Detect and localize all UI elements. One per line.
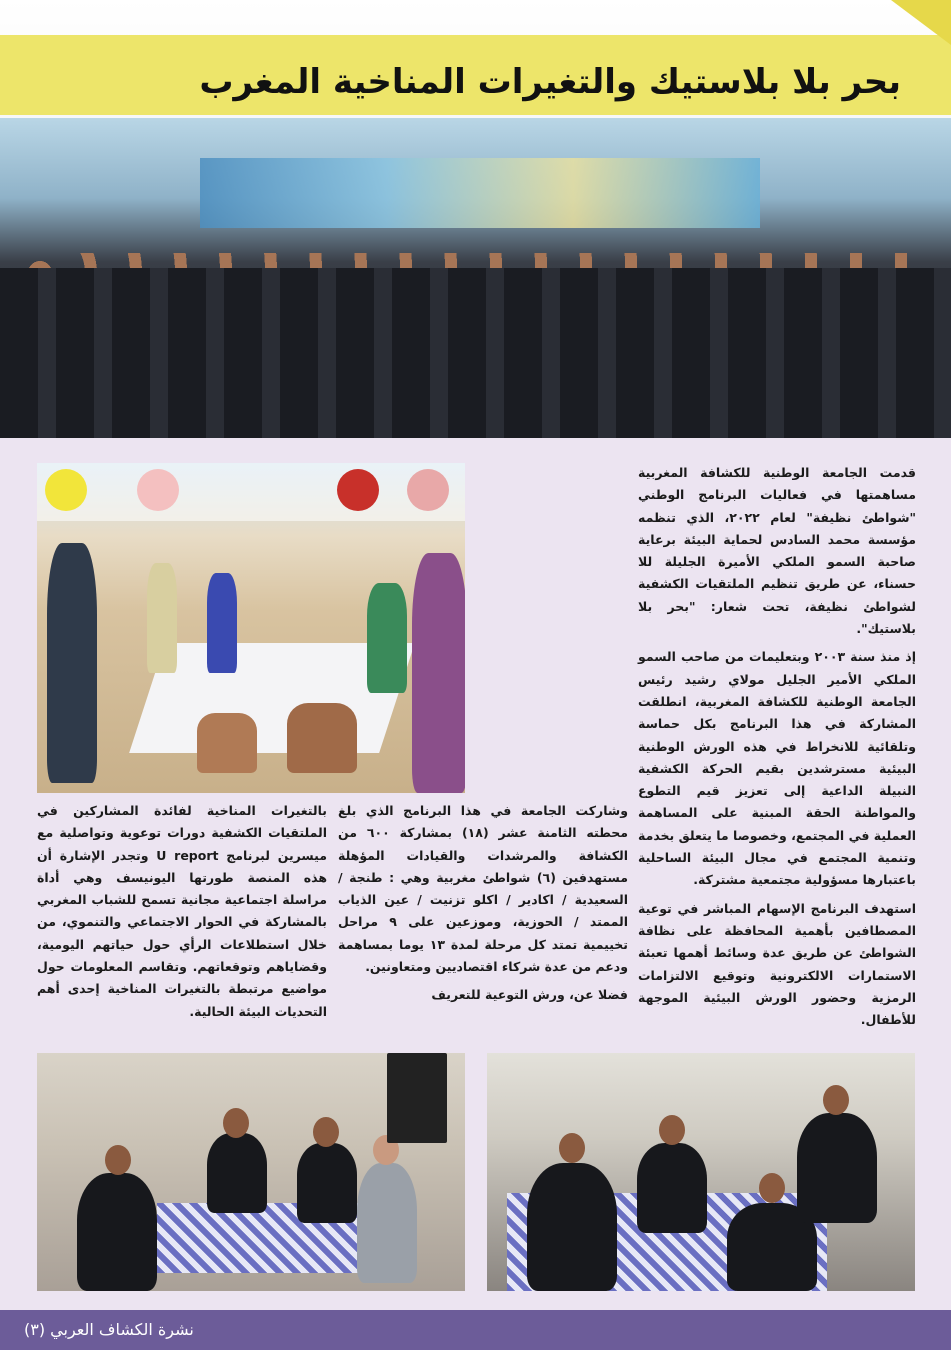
paragraph: وشاركت الجامعة في هذا البرنامج الذي بلغ محطته الثامنة عشر (١٨) بمشاركة ٦٠٠ من الكشافة والمرشدات والقيادات المؤهلة مستهدفين (٦) شواطئ مغربية وهي : طنجة / السعيدية / اكادير / اكلو تزنيت / عين الذياب الممتد / الحوزية، وموزعين على ٩ مراحل تخييمية تمتد كل مرحلة لمدة ١٣ يوما بمساهمة ودعم من عدة شركاء اقتصاديين ومتعاونين. xyxy=(338,803,629,975)
child-figure xyxy=(287,703,357,773)
foundation-logo xyxy=(137,469,179,511)
child-figure xyxy=(207,573,237,673)
article-title: بحر بلا بلاستيك والتغيرات المناخية المغرب xyxy=(199,62,901,102)
speaker-box xyxy=(387,1053,447,1143)
publication-name: نشرة الكشاف العربي (٣) xyxy=(24,1320,194,1339)
workshop-photo-right xyxy=(487,1053,915,1291)
participant xyxy=(207,1133,267,1213)
paragraph: إذ منذ سنة ٢٠٠٣ وبتعليمات من صاحب السمو الملكي الأمير الجليل مولاي رشيد رئيس الجامعة الوطنية للكشافة المغربية، انطلقت المشاركة في هذا البرنامج بكل حماسة وتلقائية للانخراط في هذه الورش الوطنية البيئية مسترشدين بقيم الحركة الكشفية النبيلة الداعية إلى تعزيز قيم التطوع والمواطنة الحقة المبنية على المساهمة العملية في المجتمع، وخصوصا ما يتعلق بخدمة وتنمية المجتمع في مجال البيئة الساحلية باعتبارها مسؤولية مجتمعية مشتركة. xyxy=(638,649,916,888)
participant-head xyxy=(223,1108,249,1138)
participant xyxy=(77,1173,157,1291)
participant-head xyxy=(759,1173,785,1203)
paragraph: بالتغيرات المناخية لفائدة المشاركين في الملتقيات الكشفية دورات توعوية وتواصلية مع ميسرين لبرنامج U report وتجدر الإشارة أن هذه المنصة طورتها اليونيسف وهي أداة مراسلة اجتماعية مجانية تسمح للشباب المغربي بالمشاركة في الحوار الاجتماعي والتنموي، من خلال استطلاعات الرأي حول حياتهم اليومية، وقضاياهم وتوقعاتهم. وتقاسم المعلومات حول مواضيع مرتبطة بالتغيرات المناخية إحدى أهم التحديات البيئة الحالية. xyxy=(37,803,327,1019)
participant xyxy=(297,1143,357,1223)
participant-head xyxy=(105,1145,131,1175)
beach-workshop-photo xyxy=(37,463,465,793)
participant-head xyxy=(313,1117,339,1147)
child-figure xyxy=(147,563,177,673)
adult-figure xyxy=(412,553,465,793)
paragraph: فضلا عن، ورش التوعية للتعريف xyxy=(431,987,628,1003)
group-photo xyxy=(0,118,951,438)
paragraph: قدمت الجامعة الوطنية للكشافة المغربية مساهمتها في فعاليات البرنامج الوطني "شواطئ نظيفة" لعام ٢٠٢٢، الذي تنظمه مؤسسة محمد السادس لحماية البيئة برعاية صاحبة السمو الملكي الأميرة الجليلة للا حسناء، عن طريق تنظيم الملتقيات الكشفية لشواطئ نظيفة، تحت شعار: "بحر بلا بلاستيك". xyxy=(638,465,916,637)
event-banner xyxy=(200,158,760,228)
participant xyxy=(797,1113,877,1223)
participant xyxy=(357,1163,417,1283)
participant xyxy=(637,1143,707,1233)
workshop-photo-left xyxy=(37,1053,465,1291)
crowd-shirts xyxy=(0,268,951,438)
text-column-left xyxy=(37,800,327,1029)
scout-emblem-logo xyxy=(337,469,379,511)
child-figure xyxy=(197,713,257,773)
text-column-middle xyxy=(338,800,628,1013)
paragraph: استهدف البرنامج الإسهام المباشر في توعية المصطافين بأهمية المحافظة على نظافة الشواطئ عن طريق عدة وسائط أهمها تعبئة الاستمارات الالكترونية وتوقيع الالتزامات الرمزية وحضور الورش البيئية الموجهة للأطفال. xyxy=(638,900,916,1028)
participant-head xyxy=(823,1085,849,1115)
airline-logo xyxy=(407,469,449,511)
page-footer xyxy=(0,1310,951,1350)
participant-head xyxy=(559,1133,585,1163)
child-figure xyxy=(367,583,407,693)
sponsor-logo-strip xyxy=(37,463,465,521)
child-figure xyxy=(47,543,97,783)
smiley-logo xyxy=(45,469,87,511)
participant xyxy=(527,1163,617,1291)
participant-head xyxy=(659,1115,685,1145)
text-column-right xyxy=(638,462,916,1037)
page-header xyxy=(0,0,951,120)
